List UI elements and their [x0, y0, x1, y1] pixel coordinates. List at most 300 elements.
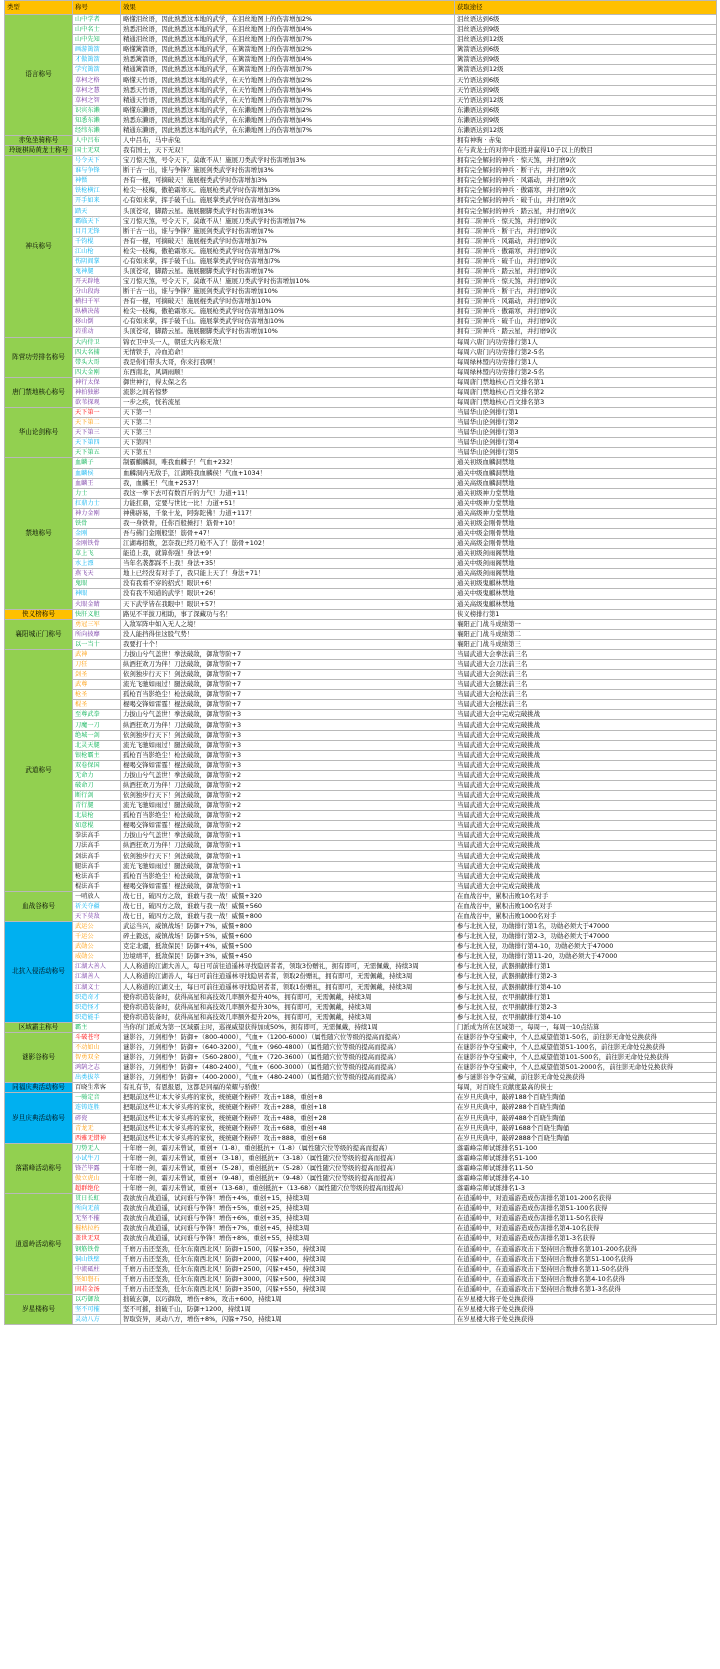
title-name-cell: 血麟王 [73, 478, 121, 488]
source-cell: 当届武道大会中完成完破挑战 [455, 871, 717, 881]
effect-cell: 克定北疆，抵敌保民！防御+4%，威慑+500 [121, 942, 455, 952]
effect-cell: 十年磨一剑，霜刃未曾试，重创+（9-48），重创抵抗+（9-48）（属性随穴位等级的提高而提高） [121, 1173, 455, 1183]
title-name-cell: 草上飞 [73, 549, 121, 559]
title-name-cell: 目月无锋 [73, 226, 121, 236]
title-name-cell: 草柯之格 [73, 75, 121, 85]
title-name-cell: 一哨放人 [73, 891, 121, 901]
table-row [5, 135, 717, 145]
table-row [5, 1244, 717, 1254]
category-cell: 阵营功劳排名称号 [5, 337, 73, 377]
effect-cell: 我欲放自战逍遥，试问谁与争锋！增伤+6%，重创+35，持续3周 [121, 1214, 455, 1224]
effect-cell: 略懂泪丝语，因此熟悉这本地的武学，在泪丝地图上的伤害增加2% [121, 15, 455, 25]
source-cell: 在谜影谷争夺宝藏中，个人总威望值第101-500名，前往影无命处兑换获得 [455, 1053, 717, 1063]
effect-cell: 天下武学皆在我眼中！眼识+57！ [121, 599, 455, 609]
title-name-cell: 千钧棍 [73, 236, 121, 246]
source-cell: 在岁旦庆典中，敲碎1688个百晓生陶俑 [455, 1123, 717, 1133]
effect-cell: 制霸麒麟洞，唯我血麟子！气血+232！ [121, 458, 455, 468]
source-cell: 当届武道大会刀法前三名 [455, 660, 717, 670]
table-row [5, 1305, 717, 1315]
table-row [5, 680, 717, 690]
table-row [5, 498, 717, 508]
effect-cell: 血麟洞内无敌手，江湖唯我血麟侯！气血+1034！ [121, 468, 455, 478]
source-cell: 当届武道大会中完成完破挑战 [455, 770, 717, 780]
title-name-cell: 江湖大善人 [73, 962, 121, 972]
table-row [5, 287, 717, 297]
category-cell: 同福庆典活动称号 [5, 1083, 73, 1093]
source-cell: 拥有二阶神兵 · 傲霜寒，并打磨9次 [455, 246, 717, 256]
title-name-cell: 所向无前 [73, 1204, 121, 1214]
effect-cell: 力拔山兮气盖世！拳法破敌，御敌等阶+3 [121, 710, 455, 720]
source-cell: 天竹语达到6级 [455, 75, 717, 85]
table-row [5, 670, 717, 680]
source-cell: 拥有二阶神兵 · 破千山，并打磨9次 [455, 256, 717, 266]
effect-cell: 孤枪百当影绝尘！枪法破敌，御敌等阶+2 [121, 811, 455, 821]
table-row [5, 1103, 717, 1113]
title-name-cell: 纵横决荡 [73, 307, 121, 317]
title-name-cell: 棍法高手 [73, 881, 121, 891]
source-cell: 当届武道大会中完成完破挑战 [455, 831, 717, 841]
title-name-cell: 天下第四 [73, 438, 121, 448]
table-row [5, 1173, 717, 1183]
table-row [5, 871, 717, 881]
effect-cell: 地上已经没有对手了，我只能上天了！身法+71！ [121, 569, 455, 579]
table-row [5, 216, 717, 226]
title-name-cell: 鬼神腿 [73, 266, 121, 276]
effect-cell: 棍喝交锋如雷霆！棍法破敌，御敌等阶+7 [121, 700, 455, 710]
title-name-cell: 拳法高手 [73, 831, 121, 841]
table-row [5, 397, 717, 407]
source-cell: 在逍遥岭中，对逍遥游造成伤害排名第101-200名获得 [455, 1194, 717, 1204]
effect-cell: 熟悉东濑语，因此熟悉这本地的武学，在东濑地图上的伤害增加4% [121, 115, 455, 125]
effect-cell: 谜影谷，刀剑相争！防御+（640-3200），气血+（960-4800）（属性随穴位等级的提高而提高） [121, 1042, 455, 1052]
source-cell: 当届武道大会中完成完破挑战 [455, 861, 717, 871]
effect-cell: 吾与佛门金刚般坚！筋骨+47！ [121, 528, 455, 538]
source-cell: 拥有二阶神兵 · 踏云星，并打磨9次 [455, 266, 717, 276]
table-row [5, 186, 717, 196]
table-row [5, 528, 717, 538]
effect-cell: 断干古一出，谁与争锋？施展剑类武学时伤害增加3% [121, 166, 455, 176]
title-name-cell: 连铸连胜 [73, 1103, 121, 1113]
source-cell: 当届华山论剑排行第5 [455, 448, 717, 458]
title-name-cell: 草柯之智 [73, 95, 121, 105]
table-row [5, 1184, 717, 1194]
table-row [5, 508, 717, 518]
category-cell: 岁星楼称号 [5, 1294, 73, 1324]
effect-cell: 没有我看不穿的招式！眼识+6！ [121, 579, 455, 589]
effect-cell: 当你的门派成为第一区域霸主时，巡视威望获得加成50%，拥有即可，无需佩戴，持续1周 [121, 1022, 455, 1032]
table-row [5, 1315, 717, 1325]
effect-cell: 天下第三！ [121, 428, 455, 438]
effect-cell: 把眼前这些让本大爷头疼的家伙，统统砸个粉碎！攻击+688，重创+48 [121, 1123, 455, 1133]
table-row [5, 1234, 717, 1244]
effect-cell: 纵酒狂欢刀为伴！刀法破敌，御敌等阶+7 [121, 660, 455, 670]
source-cell: 泪丝语达到9级 [455, 25, 717, 35]
source-cell: 在岁旦庆典中，敲碎488个百晓生陶俑 [455, 1113, 717, 1123]
effect-cell: 吾有一棍，可摘破天！施展棍类武学时伤害增加7% [121, 236, 455, 246]
source-cell: 当届武道大会拳法前三名 [455, 649, 717, 659]
title-name-cell: 开天辟地 [73, 277, 121, 287]
source-cell: 当届华山论剑排行第4 [455, 438, 717, 448]
table-row [5, 1022, 717, 1032]
title-name-cell: 祈关夺疆 [73, 901, 121, 911]
table-row [5, 317, 717, 327]
table-row [5, 911, 717, 921]
table-row [5, 1113, 717, 1123]
table-row [5, 569, 717, 579]
source-cell: 当届武道大会中完成完破挑战 [455, 710, 717, 720]
effect-cell: 没有我不知道的武学！眼识+26！ [121, 589, 455, 599]
table-row [5, 851, 717, 861]
source-cell: 当届华山论剑排行第1 [455, 408, 717, 418]
table-row [5, 55, 717, 65]
table-row [5, 206, 717, 216]
title-name-cell: 学究篱箭 [73, 65, 121, 75]
effect-cell: 把眼前这些让本大爷头疼的家伙，统统砸个粉碎！攻击+488，重创+28 [121, 1113, 455, 1123]
title-name-cell: 腿法高手 [73, 861, 121, 871]
title-name-cell: 北晨枪 [73, 811, 121, 821]
source-cell: 拥有三阶神兵 · 破千山，并打磨9次 [455, 317, 717, 327]
source-cell: 泪丝语达到6级 [455, 15, 717, 25]
table-row [5, 780, 717, 790]
title-name-cell: 超群绝伦 [73, 1184, 121, 1194]
effect-cell: 天下第五！ [121, 448, 455, 458]
title-name-cell: 灵动八方 [73, 1315, 121, 1325]
source-cell: 通关高级血麟洞禁地 [455, 478, 717, 488]
effect-cell: 武运当兴，威镇战场！防御+7%，威慑+800 [121, 922, 455, 932]
source-cell: 通关初级鬼麒林禁地 [455, 579, 717, 589]
title-name-cell: 国士无双 [73, 146, 121, 156]
header-row [5, 1, 717, 15]
title-name-cell: 神慑 [73, 176, 121, 186]
title-name-cell: 神行太保 [73, 377, 121, 387]
effect-cell: 精通篱箭语，因此熟悉这本地的武学，在篱箭地图上的伤害增加7% [121, 65, 455, 75]
effect-cell: 锦衣卫中头一人，朝廷大内称无敌！ [121, 337, 455, 347]
table-row [5, 539, 717, 549]
title-name-cell: 鸿鹄之志 [73, 1063, 121, 1073]
title-name-cell: 智勇双全 [73, 1053, 121, 1063]
source-cell: 当届武道大会中完成完破挑战 [455, 851, 717, 861]
source-cell: 通关初级金刚骨禁地 [455, 518, 717, 528]
effect-cell: 棍喝交锋如雷霆！棍法破敌，御敌等阶+3 [121, 760, 455, 770]
effect-cell: 吾有一棍，可摘破天！施展棍类武学时伤害增加10% [121, 297, 455, 307]
category-cell: 逍遥岭活动称号 [5, 1194, 73, 1295]
title-name-cell: 织造奇才 [73, 992, 121, 1002]
source-cell: 在血战谷中，累积击败100名对手 [455, 901, 717, 911]
source-cell: 通关中级血麟洞禁地 [455, 468, 717, 478]
source-cell: 在逍遥岭中，对逍遥游造成伤害排名第51-100名获得 [455, 1204, 717, 1214]
source-cell: 在岁星楼大将子处兑换获得 [455, 1294, 717, 1304]
effect-cell: 我，血麟王！气血+2537！ [121, 478, 455, 488]
title-name-cell: 武神 [73, 649, 121, 659]
title-name-cell: 青龙无 [73, 1123, 121, 1133]
table-row [5, 589, 717, 599]
source-cell: 参与北抗入侵，功勋排行第1名，功勋必须大于47000 [455, 922, 717, 932]
source-cell: 在谜影谷争夺宝藏中，个人总威望值第51-100名，前往影无命处兑换获得 [455, 1042, 717, 1052]
source-cell: 拥有二阶神兵 · 风霜动，并打磨9次 [455, 236, 717, 246]
title-name-cell: 金刚铁骨 [73, 539, 121, 549]
effect-cell: 流光飞驰如雨过！腿法破敌，御敌等阶+3 [121, 740, 455, 750]
source-cell: 拥有完全解封的神兵 · 踏云星，并打磨9次 [455, 206, 717, 216]
source-cell: 通关高级神力堂禁地 [455, 508, 717, 518]
title-name-cell: 燕飞天 [73, 569, 121, 579]
effect-cell: 谜影谷，刀剑相争！防御+（400-2000），气血+（480-2400）（属性随穴位等级的提高而提高） [121, 1073, 455, 1083]
effect-cell: 千磨万击还坚劲，任尔东南西北风！防御+1500，闪躲+350，持续3周 [121, 1244, 455, 1254]
title-name-cell: 岩重动 [73, 327, 121, 337]
source-cell: 在逍遥岭中，在逍遥游攻击下坚持回合数排名第4-10名获得 [455, 1274, 717, 1284]
table-row [5, 1153, 717, 1163]
table-row [5, 549, 717, 559]
effect-cell: 纵酒狂欢刀为伴！刀法破敌，御敌等阶+2 [121, 780, 455, 790]
source-cell: 拥有完全解封的神兵 · 风霜动，并打磨9次 [455, 176, 717, 186]
effect-cell: 没人能挡得住这股气势！ [121, 629, 455, 639]
source-cell: 通关高级金刚骨禁地 [455, 539, 717, 549]
title-name-cell: 以一当十 [73, 639, 121, 649]
effect-cell: 战七日，破四方之敌，谁敢与我一战！威慑+800 [121, 911, 455, 921]
title-name-cell: 血麟侯 [73, 468, 121, 478]
title-name-cell: 山中先知 [73, 35, 121, 45]
source-cell: 落霜峰宗师试练排名11-50 [455, 1163, 717, 1173]
effect-cell: 力拔山兮气盖世！拳法破敌，御敌等阶+1 [121, 831, 455, 841]
effect-cell: 御世神行，得太保之名 [121, 377, 455, 387]
source-cell: 在岁旦庆典中，敲碎2888个百晓生陶俑 [455, 1133, 717, 1143]
source-cell: 通关中级鬼麒林禁地 [455, 589, 717, 599]
effect-cell: 使你织造装备时，获得高星和高技效几率额外提升20%，拥有即可，无需佩戴，持续3周 [121, 1012, 455, 1022]
effect-cell: 我这一拳下去可有数百斤的力气！力道+11！ [121, 488, 455, 498]
table-row [5, 1294, 717, 1304]
effect-cell: 千磨万击还坚劲，任尔东南西北风！防御+2000，闪躲+400，持续3周 [121, 1254, 455, 1264]
table-row [5, 125, 717, 135]
source-cell: 在逍遥岭中，对逍遥游造成伤害排名第11-50名获得 [455, 1214, 717, 1224]
effect-cell: 使你织造装备时，获得高星和高技效几率额外提升40%，拥有即可，无需佩戴，持续3周 [121, 992, 455, 1002]
category-cell: 岁旦庆典活动称号 [5, 1093, 73, 1143]
table-row [5, 1123, 717, 1133]
title-name-cell: 枪圣 [73, 690, 121, 700]
effect-cell: 谜影谷，刀剑相争！防御+（560-2800），气血+（720-3600）（属性随穴位等级的提高而提高） [121, 1053, 455, 1063]
title-name-cell: 知悉东濑 [73, 115, 121, 125]
source-cell: 当届华山论剑排行第2 [455, 418, 717, 428]
title-name-cell: 火眼金睛 [73, 599, 121, 609]
table-row [5, 236, 717, 246]
effect-cell: 东西南北，风调雨顺！ [121, 367, 455, 377]
effect-cell: 把眼前这些让本大爷头疼的家伙，统统砸个粉碎！攻击+188，重创+8 [121, 1093, 455, 1103]
title-name-cell: 力士 [73, 488, 121, 498]
source-cell: 当届武道大会剑法前三名 [455, 670, 717, 680]
table-row [5, 95, 717, 105]
table-row [5, 881, 717, 891]
title-name-cell: 贯日长虹 [73, 1194, 121, 1204]
table-row [5, 700, 717, 710]
category-cell: 唐门禁地核心称号 [5, 377, 73, 407]
source-cell: 在岁星楼大将子处兑换获得 [455, 1305, 717, 1315]
source-cell: 拥有三阶神兵 · 惊天煞，并打磨9次 [455, 277, 717, 287]
title-name-cell: 绝城一剑 [73, 730, 121, 740]
title-name-cell: 所向披靡 [73, 629, 121, 639]
source-cell: 东濑语达到6级 [455, 105, 717, 115]
title-name-cell: 破命刀 [73, 780, 121, 790]
effect-cell: 枪尖一枝梅，傲艳霜寒天。施展枪类武学时伤害增加3% [121, 186, 455, 196]
title-name-cell: 才傲篱箭 [73, 55, 121, 65]
table-row [5, 428, 717, 438]
title-name-cell: 勇冠三军 [73, 619, 121, 629]
table-row [5, 1042, 717, 1052]
source-cell: 在逍遥岭中，在逍遥游攻击下坚持回合数排名第51-100名获得 [455, 1254, 717, 1264]
category-cell: 玲珑棋局黄龙士称号 [5, 146, 73, 156]
table-row [5, 1274, 717, 1284]
source-cell: 通关高级鬼麒林禁地 [455, 599, 717, 609]
title-name-cell: 金刚 [73, 528, 121, 538]
source-cell: 篱箭语达到12级 [455, 65, 717, 75]
table-row [5, 861, 717, 871]
table-row [5, 156, 717, 166]
effect-cell: 熟悉泪丝语，因此熟悉这本地的武学，在泪丝地图上的伤害增加4% [121, 25, 455, 35]
table-row [5, 1214, 717, 1224]
title-name-cell: 青行腿 [73, 801, 121, 811]
title-name-cell: 棍圣 [73, 700, 121, 710]
title-name-cell: 刀法高手 [73, 841, 121, 851]
title-name-cell: 识宾东濑 [73, 105, 121, 115]
title-name-cell: 分山段海 [73, 287, 121, 297]
category-cell: 谜影谷称号 [5, 1032, 73, 1082]
source-cell: 在血战谷中，累积击败10名对手 [455, 891, 717, 901]
table-row [5, 1083, 717, 1093]
title-name-cell: 斗破苍穹 [73, 1032, 121, 1042]
title-name-cell: 傲立虎山 [73, 1173, 121, 1183]
source-cell: 当届武道大会中完成完破挑战 [455, 720, 717, 730]
source-cell: 在逍遥岭中，在逍遥游攻击下坚持回合数排名第101-200名获得 [455, 1244, 717, 1254]
table-row [5, 801, 717, 811]
effect-cell: 孤枪百当影绝尘！枪法破敌，御敌等阶+7 [121, 690, 455, 700]
source-cell: 通关初级血麟洞禁地 [455, 458, 717, 468]
effect-cell: 宝刀惊天煞，号令天下，莫敢不从！施展刀类武学时伤害增加7% [121, 216, 455, 226]
table-row [5, 1002, 717, 1012]
title-name-cell: 一骑定音 [73, 1093, 121, 1103]
category-cell: 落霜峰活动称号 [5, 1143, 73, 1193]
title-name-cell: 天下莫敌 [73, 911, 121, 921]
table-row [5, 972, 717, 982]
effect-cell: 头顶苍穹，脚踏云星。施展腿脚类武学时伤害增加7% [121, 266, 455, 276]
category-cell: 血战谷称号 [5, 891, 73, 921]
table-row [5, 1163, 717, 1173]
title-name-cell: 剑法高手 [73, 851, 121, 861]
title-name-cell: 天下第五 [73, 448, 121, 458]
effect-cell: 头顶苍穹，脚踏云星。施展腿脚类武学时伤害增加10% [121, 327, 455, 337]
table-row [5, 710, 717, 720]
table-row [5, 720, 717, 730]
title-name-cell: 踏天 [73, 206, 121, 216]
table-row [5, 922, 717, 932]
table-row [5, 841, 717, 851]
title-name-cell: 伤阴阎掌 [73, 256, 121, 266]
table-row [5, 146, 717, 156]
title-name-cell: 神力金刚 [73, 508, 121, 518]
effect-cell: 流光飞驰如雨过！腿法破敌，御敌等阶+7 [121, 680, 455, 690]
table-row [5, 770, 717, 780]
source-cell: 当届武道大会中完成完破挑战 [455, 801, 717, 811]
effect-cell: 路见不平拔刀相助，事了深藏功与名！ [121, 609, 455, 619]
title-name-cell: 神眼 [73, 589, 121, 599]
source-cell: 参与谜影谷争夺宝藏，前往影无命处兑换获得 [455, 1073, 717, 1083]
source-cell: 落霜峰宗师试练排名51-100 [455, 1153, 717, 1163]
effect-cell: 人人称道的江湖善人，每日可前往逍遥林寻找隐居者者，领取2份赠礼，拥有即可，无需佩戴，持续3周 [121, 972, 455, 982]
table-row [5, 821, 717, 831]
table-row [5, 327, 717, 337]
table-row [5, 448, 717, 458]
source-cell: 通关中级剑雨阁禁地 [455, 559, 717, 569]
source-cell: 在与黄龙士的对弈中获胜并赢得10子以上的数目 [455, 146, 717, 156]
effect-cell: 断干古一出，谁与争锋？施展剑类武学时伤害增加10% [121, 287, 455, 297]
effect-cell: 战七日，破四方之敌，谁敢与我一战！威慑+560 [121, 901, 455, 911]
effect-cell: 谜影谷，刀剑相争！防御+（480-2400），气血+（600-3000）（属性随穴位等级的提高而提高） [121, 1063, 455, 1073]
effect-cell: 宝刀惊天煞，号令天下，莫敢不从！施展刀类武学时伤害增加10% [121, 277, 455, 287]
source-cell: 参与北抗入侵，功勋排行第11-20，功勋必须大于47000 [455, 952, 717, 962]
title-name-cell: 刀魔一刀 [73, 720, 121, 730]
effect-cell: 天下第一！ [121, 408, 455, 418]
title-name-cell: 剑圣 [73, 670, 121, 680]
header-effect: 效果 [121, 1, 455, 15]
effect-cell: 精通泪丝语，因此熟悉这本地的武学，在泪丝地图上的伤害增加7% [121, 35, 455, 45]
title-name-cell: 铜山铁壁 [73, 1254, 121, 1264]
source-cell: 当届武道大会棍法前三名 [455, 700, 717, 710]
table-row [5, 307, 717, 317]
effect-cell: 千磨万击还坚劲，任尔东南西北风！防御+2500，闪躲+450，持续3周 [121, 1264, 455, 1274]
effect-cell: 熟悉篱箭语，因此熟悉这本地的武学，在篱箭地图上的伤害增加4% [121, 55, 455, 65]
title-name-cell: 出类拔萃 [73, 1073, 121, 1083]
title-name-cell: 人中吕布 [73, 135, 121, 145]
source-cell: 天竹语达到12级 [455, 95, 717, 105]
source-cell: 襄阳正门战斗成绩第二 [455, 629, 717, 639]
effect-cell: 心有如来掌，挥手破千山。施展掌类武学时伤害增加10% [121, 317, 455, 327]
category-cell: 华山论剑称号 [5, 408, 73, 458]
source-cell: 通关初级神力堂禁地 [455, 488, 717, 498]
title-name-cell: 无命力 [73, 770, 121, 780]
source-cell: 当届武道大会中完成完破挑战 [455, 760, 717, 770]
category-cell: 语言称号 [5, 15, 73, 136]
effect-cell: 神佛辟易，千象十龙，阿弥陀佛！力道+117！ [121, 508, 455, 518]
title-name-cell: 开手如来 [73, 196, 121, 206]
title-name-cell: 号令天下 [73, 156, 121, 166]
effect-cell: 流光飞驰如雨过！腿法破敌，御敌等阶+1 [121, 861, 455, 871]
table-row [5, 599, 717, 609]
effect-cell: 吾有一棍，可摘破天！施展棍类武学时伤害增加3% [121, 176, 455, 186]
source-cell: 通关初级剑雨阁禁地 [455, 549, 717, 559]
title-name-cell: 威勋公 [73, 952, 121, 962]
table-row [5, 166, 717, 176]
table-row [5, 690, 717, 700]
table-row [5, 277, 717, 287]
effect-cell: 棍喝交锋如雷霆！棍法破敌，御敌等阶+2 [121, 821, 455, 831]
table-row [5, 337, 717, 347]
title-name-cell: 武勋公 [73, 942, 121, 952]
table-row [5, 730, 717, 740]
table-row [5, 750, 717, 760]
table-row [5, 1194, 717, 1204]
title-name-cell: 山中学者 [73, 15, 121, 25]
title-name-cell: 江湖义士 [73, 982, 121, 992]
title-name-cell: 刀势无人 [73, 1143, 121, 1153]
table-row [5, 115, 717, 125]
table-row [5, 408, 717, 418]
effect-cell: 我欲放自战逍遥，试问谁与争锋！增伤+7%，重创+45，持续3周 [121, 1224, 455, 1234]
source-cell: 当届武道大会中完成完破挑战 [455, 780, 717, 790]
source-cell: 在岁旦庆典中，敲碎188个百晓生陶俑 [455, 1093, 717, 1103]
effect-cell: 十年磨一剑，霜刃未曾试，重创+（13-68），重创抵抗+（13-68）（属性随穴位等级的提高而提高） [121, 1184, 455, 1194]
effect-cell: 天下第二！ [121, 418, 455, 428]
source-cell: 每周唐门禁地核心百文排名第1 [455, 377, 717, 387]
table-row [5, 226, 717, 236]
table-row [5, 982, 717, 992]
source-cell: 通关高级剑雨阁禁地 [455, 569, 717, 579]
source-cell: 在岁旦庆典中，敲碎288个百晓生陶俑 [455, 1103, 717, 1113]
